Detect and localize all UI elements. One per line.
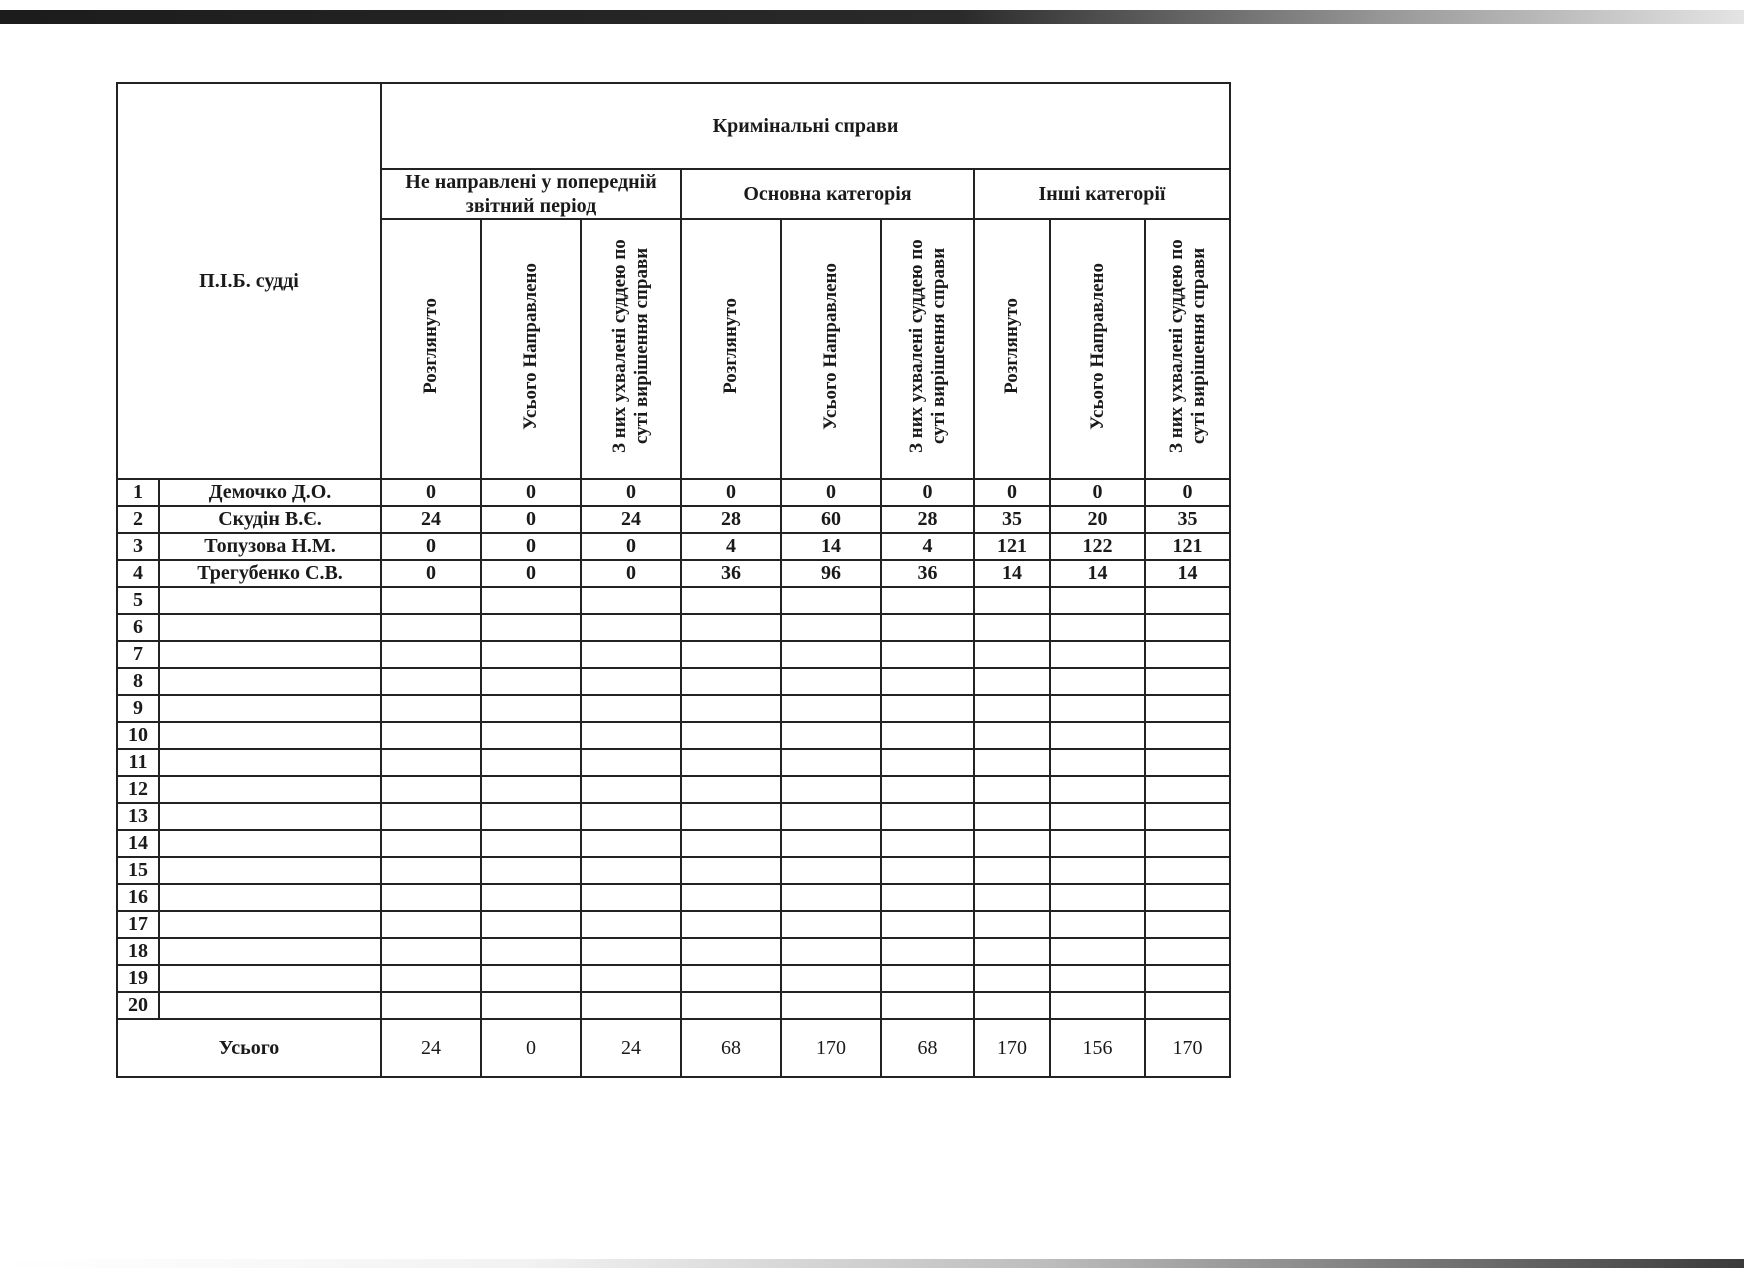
judge-name	[159, 803, 381, 830]
table-cell	[1050, 857, 1145, 884]
scan-edge-top	[0, 10, 1744, 24]
table-cell	[881, 884, 974, 911]
table-cell	[974, 911, 1050, 938]
table-cell: 60	[781, 506, 881, 533]
table-cell: 122	[1050, 533, 1145, 560]
table-cell	[974, 830, 1050, 857]
total-value: 170	[781, 1019, 881, 1077]
total-value: 0	[481, 1019, 581, 1077]
scan-edge-bottom	[0, 1259, 1744, 1268]
table-cell	[1145, 911, 1230, 938]
table-cell: 36	[681, 560, 781, 587]
table-cell: 35	[974, 506, 1050, 533]
table-cell	[974, 803, 1050, 830]
col-header-total-sent: Усього Направлено	[781, 219, 881, 479]
table-row	[117, 803, 1230, 830]
row-number: 1	[117, 479, 159, 506]
table-cell	[381, 749, 481, 776]
row-number: 2	[117, 506, 159, 533]
table-cell	[1050, 749, 1145, 776]
table-row	[117, 722, 1230, 749]
total-label: Усього	[117, 1019, 381, 1077]
col-header-total-sent: Усього Направлено	[1050, 219, 1145, 479]
table-cell	[381, 938, 481, 965]
table-cell	[381, 587, 481, 614]
table-cell	[581, 830, 681, 857]
table-cell	[681, 587, 781, 614]
table-row	[117, 938, 1230, 965]
table-row	[117, 911, 1230, 938]
total-value: 170	[1145, 1019, 1230, 1077]
table-cell	[974, 587, 1050, 614]
table-cell: 20	[1050, 506, 1145, 533]
table-cell	[881, 668, 974, 695]
table-cell	[881, 938, 974, 965]
table-cell: 14	[1145, 560, 1230, 587]
table-cell	[881, 992, 974, 1019]
table-cell	[974, 938, 1050, 965]
table-cell	[1050, 722, 1145, 749]
total-value: 170	[974, 1019, 1050, 1077]
table-cell	[781, 722, 881, 749]
table-cell	[974, 695, 1050, 722]
judge-name	[159, 587, 381, 614]
table-cell	[381, 965, 481, 992]
table-cell	[1050, 884, 1145, 911]
row-number: 15	[117, 857, 159, 884]
table-cell	[974, 668, 1050, 695]
table-cell	[581, 587, 681, 614]
table-cell	[781, 695, 881, 722]
total-value: 24	[381, 1019, 481, 1077]
row-number: 14	[117, 830, 159, 857]
table-cell	[881, 803, 974, 830]
table-cell	[681, 911, 781, 938]
table-cell	[481, 587, 581, 614]
col-header-reviewed: Розглянуто	[381, 219, 481, 479]
table-cell	[974, 641, 1050, 668]
table-cell	[681, 938, 781, 965]
table-cell: 0	[781, 479, 881, 506]
table-cell	[781, 857, 881, 884]
table-cell	[1050, 614, 1145, 641]
table-cell	[781, 992, 881, 1019]
table-cell	[581, 776, 681, 803]
table-row	[117, 776, 1230, 803]
table-cell	[481, 776, 581, 803]
table-cell	[481, 749, 581, 776]
judge-name	[159, 938, 381, 965]
table-cell	[681, 722, 781, 749]
table-cell	[1050, 776, 1145, 803]
table-cell: 0	[381, 479, 481, 506]
table-cell: 4	[681, 533, 781, 560]
table-cell	[881, 641, 974, 668]
judge-name	[159, 884, 381, 911]
table-cell: 0	[481, 533, 581, 560]
table-cell	[581, 911, 681, 938]
total-value: 156	[1050, 1019, 1145, 1077]
row-number: 19	[117, 965, 159, 992]
table-cell: 14	[974, 560, 1050, 587]
row-number: 17	[117, 911, 159, 938]
total-value: 68	[881, 1019, 974, 1077]
table-cell	[681, 830, 781, 857]
table-cell	[381, 992, 481, 1019]
table-cell: 36	[881, 560, 974, 587]
table-cell	[681, 668, 781, 695]
table-cell: 0	[681, 479, 781, 506]
table-cell	[1145, 749, 1230, 776]
table-cell	[1050, 695, 1145, 722]
table-cell	[881, 911, 974, 938]
table-cell: 121	[974, 533, 1050, 560]
table-cell	[1050, 803, 1145, 830]
table-cell	[581, 722, 681, 749]
table-cell	[481, 803, 581, 830]
judge-name	[159, 830, 381, 857]
table-cell	[881, 614, 974, 641]
table-cell	[1050, 992, 1145, 1019]
table-cell	[381, 884, 481, 911]
table-cell	[481, 668, 581, 695]
table-cell	[381, 641, 481, 668]
table-cell	[381, 668, 481, 695]
table-row	[117, 884, 1230, 911]
table-cell	[381, 614, 481, 641]
table-cell: 0	[881, 479, 974, 506]
table-cell	[781, 776, 881, 803]
table-cell: 28	[681, 506, 781, 533]
row-number: 10	[117, 722, 159, 749]
table-cell	[581, 668, 681, 695]
table-cell	[781, 668, 881, 695]
table-cell	[581, 614, 681, 641]
table-cell	[1145, 992, 1230, 1019]
judge-name	[159, 695, 381, 722]
table-cell: 0	[581, 479, 681, 506]
judge-name: Трегубенко С.В.	[159, 560, 381, 587]
col-header-decided-on-merits: З них ухвалені суддею по суті вирішення справи	[1145, 219, 1230, 479]
table-cell	[481, 992, 581, 1019]
table-cell	[581, 992, 681, 1019]
table-cell: 0	[481, 560, 581, 587]
table-cell	[381, 830, 481, 857]
table-row	[117, 749, 1230, 776]
table-cell	[481, 695, 581, 722]
table-cell	[1145, 857, 1230, 884]
table-cell	[1145, 830, 1230, 857]
table-cell: 24	[581, 506, 681, 533]
table-cell	[681, 614, 781, 641]
table-cell	[1145, 776, 1230, 803]
row-number: 3	[117, 533, 159, 560]
table-cell	[781, 614, 881, 641]
table-cell	[1145, 803, 1230, 830]
row-number: 12	[117, 776, 159, 803]
row-number: 6	[117, 614, 159, 641]
table-cell: 0	[381, 533, 481, 560]
row-number: 11	[117, 749, 159, 776]
table-cell	[681, 857, 781, 884]
table-cell: 0	[1145, 479, 1230, 506]
col-header-total-sent: Усього Направлено	[481, 219, 581, 479]
table-cell	[974, 857, 1050, 884]
table-cell	[381, 776, 481, 803]
table-cell: 0	[381, 560, 481, 587]
table-cell	[1145, 722, 1230, 749]
table-cell	[881, 722, 974, 749]
table-cell	[381, 857, 481, 884]
judge-name	[159, 857, 381, 884]
table-row	[117, 695, 1230, 722]
table-cell	[481, 830, 581, 857]
table-cell	[881, 776, 974, 803]
table-row	[117, 830, 1230, 857]
row-number: 16	[117, 884, 159, 911]
group-header-main-category: Основна категорія	[681, 169, 974, 219]
table-cell	[974, 749, 1050, 776]
total-row	[117, 1019, 1230, 1077]
table-cell	[974, 884, 1050, 911]
judge-name	[159, 749, 381, 776]
table-row	[117, 533, 1230, 560]
table-cell	[1050, 911, 1145, 938]
judge-name: Топузова Н.М.	[159, 533, 381, 560]
table-cell: 24	[381, 506, 481, 533]
judge-column-header: П.І.Б. судді	[117, 83, 381, 479]
table-cell	[381, 722, 481, 749]
judge-name	[159, 776, 381, 803]
judge-name: Скудін В.Є.	[159, 506, 381, 533]
criminal-cases-table	[116, 82, 1231, 1078]
table-row	[117, 479, 1230, 506]
table-cell	[781, 587, 881, 614]
judge-name	[159, 641, 381, 668]
judge-name: Демочко Д.О.	[159, 479, 381, 506]
table-cell	[581, 965, 681, 992]
row-number: 9	[117, 695, 159, 722]
table-cell	[1145, 614, 1230, 641]
table-cell	[781, 830, 881, 857]
table-cell: 35	[1145, 506, 1230, 533]
table-cell	[481, 722, 581, 749]
table-row	[117, 992, 1230, 1019]
table-cell	[381, 803, 481, 830]
table-cell	[481, 641, 581, 668]
table-cell	[681, 965, 781, 992]
col-header-decided-on-merits: З них ухвалені суддею по суті вирішення справи	[581, 219, 681, 479]
judge-name	[159, 992, 381, 1019]
table-cell	[881, 830, 974, 857]
table-cell	[681, 776, 781, 803]
table-cell: 0	[581, 533, 681, 560]
table-cell	[581, 884, 681, 911]
table-cell: 14	[1050, 560, 1145, 587]
table-cell: 0	[481, 479, 581, 506]
table-cell	[581, 938, 681, 965]
table-cell: 14	[781, 533, 881, 560]
table-cell	[581, 695, 681, 722]
row-number: 4	[117, 560, 159, 587]
table-cell	[681, 695, 781, 722]
table-cell: 121	[1145, 533, 1230, 560]
table-cell: 0	[974, 479, 1050, 506]
table-cell	[581, 749, 681, 776]
table-cell	[974, 776, 1050, 803]
col-header-decided-on-merits: З них ухвалені суддею по суті вирішення справи	[881, 219, 974, 479]
table-row	[117, 614, 1230, 641]
table-cell	[381, 695, 481, 722]
table-cell	[1050, 641, 1145, 668]
table-row	[117, 965, 1230, 992]
table-cell	[481, 614, 581, 641]
report-sheet	[116, 82, 1231, 1078]
table-cell	[581, 857, 681, 884]
table-cell	[681, 992, 781, 1019]
table-cell	[581, 641, 681, 668]
group-header-not-sent: Не направлені у попередній звітний період	[381, 169, 681, 219]
table-cell	[381, 911, 481, 938]
table-cell	[481, 884, 581, 911]
table-cell	[1145, 668, 1230, 695]
table-cell	[1050, 668, 1145, 695]
table-cell	[781, 965, 881, 992]
table-cell	[881, 965, 974, 992]
table-cell	[1050, 965, 1145, 992]
table-cell	[974, 992, 1050, 1019]
table-row	[117, 641, 1230, 668]
table-cell	[781, 641, 881, 668]
table-cell	[781, 749, 881, 776]
table-row	[117, 587, 1230, 614]
section-title: Кримінальні справи	[381, 83, 1230, 169]
table-cell	[781, 911, 881, 938]
total-value: 68	[681, 1019, 781, 1077]
table-cell: 4	[881, 533, 974, 560]
judge-name	[159, 965, 381, 992]
table-cell	[1050, 830, 1145, 857]
table-cell	[481, 965, 581, 992]
row-number: 13	[117, 803, 159, 830]
table-cell	[581, 803, 681, 830]
table-row	[117, 560, 1230, 587]
table-cell	[681, 641, 781, 668]
table-cell	[1050, 587, 1145, 614]
table-cell	[881, 749, 974, 776]
table-row	[117, 857, 1230, 884]
row-number: 7	[117, 641, 159, 668]
table-cell	[681, 884, 781, 911]
table-cell	[974, 614, 1050, 641]
table-cell	[881, 695, 974, 722]
table-cell	[974, 722, 1050, 749]
judge-name	[159, 722, 381, 749]
table-cell	[481, 938, 581, 965]
table-cell	[1145, 884, 1230, 911]
table-cell	[781, 938, 881, 965]
table-cell	[881, 857, 974, 884]
row-number: 5	[117, 587, 159, 614]
group-header-other-categories: Інші категорії	[974, 169, 1230, 219]
table-cell	[1145, 587, 1230, 614]
judge-name	[159, 668, 381, 695]
total-value: 24	[581, 1019, 681, 1077]
judge-name	[159, 911, 381, 938]
table-body	[117, 479, 1230, 1019]
table-cell	[1050, 938, 1145, 965]
row-number: 8	[117, 668, 159, 695]
table-cell	[1145, 965, 1230, 992]
col-header-reviewed: Розглянуто	[974, 219, 1050, 479]
table-cell	[481, 857, 581, 884]
row-number: 20	[117, 992, 159, 1019]
table-row	[117, 506, 1230, 533]
table-cell	[1145, 695, 1230, 722]
table-cell	[481, 911, 581, 938]
judge-name	[159, 614, 381, 641]
table-cell	[974, 965, 1050, 992]
table-cell: 0	[1050, 479, 1145, 506]
table-cell	[781, 803, 881, 830]
table-cell	[881, 587, 974, 614]
row-number: 18	[117, 938, 159, 965]
table-cell	[1145, 641, 1230, 668]
col-header-reviewed: Розглянуто	[681, 219, 781, 479]
table-cell: 96	[781, 560, 881, 587]
table-cell	[681, 803, 781, 830]
table-row	[117, 668, 1230, 695]
table-cell	[1145, 938, 1230, 965]
table-cell: 0	[581, 560, 681, 587]
table-cell: 28	[881, 506, 974, 533]
table-cell	[781, 884, 881, 911]
table-cell	[681, 749, 781, 776]
table-cell: 0	[481, 506, 581, 533]
